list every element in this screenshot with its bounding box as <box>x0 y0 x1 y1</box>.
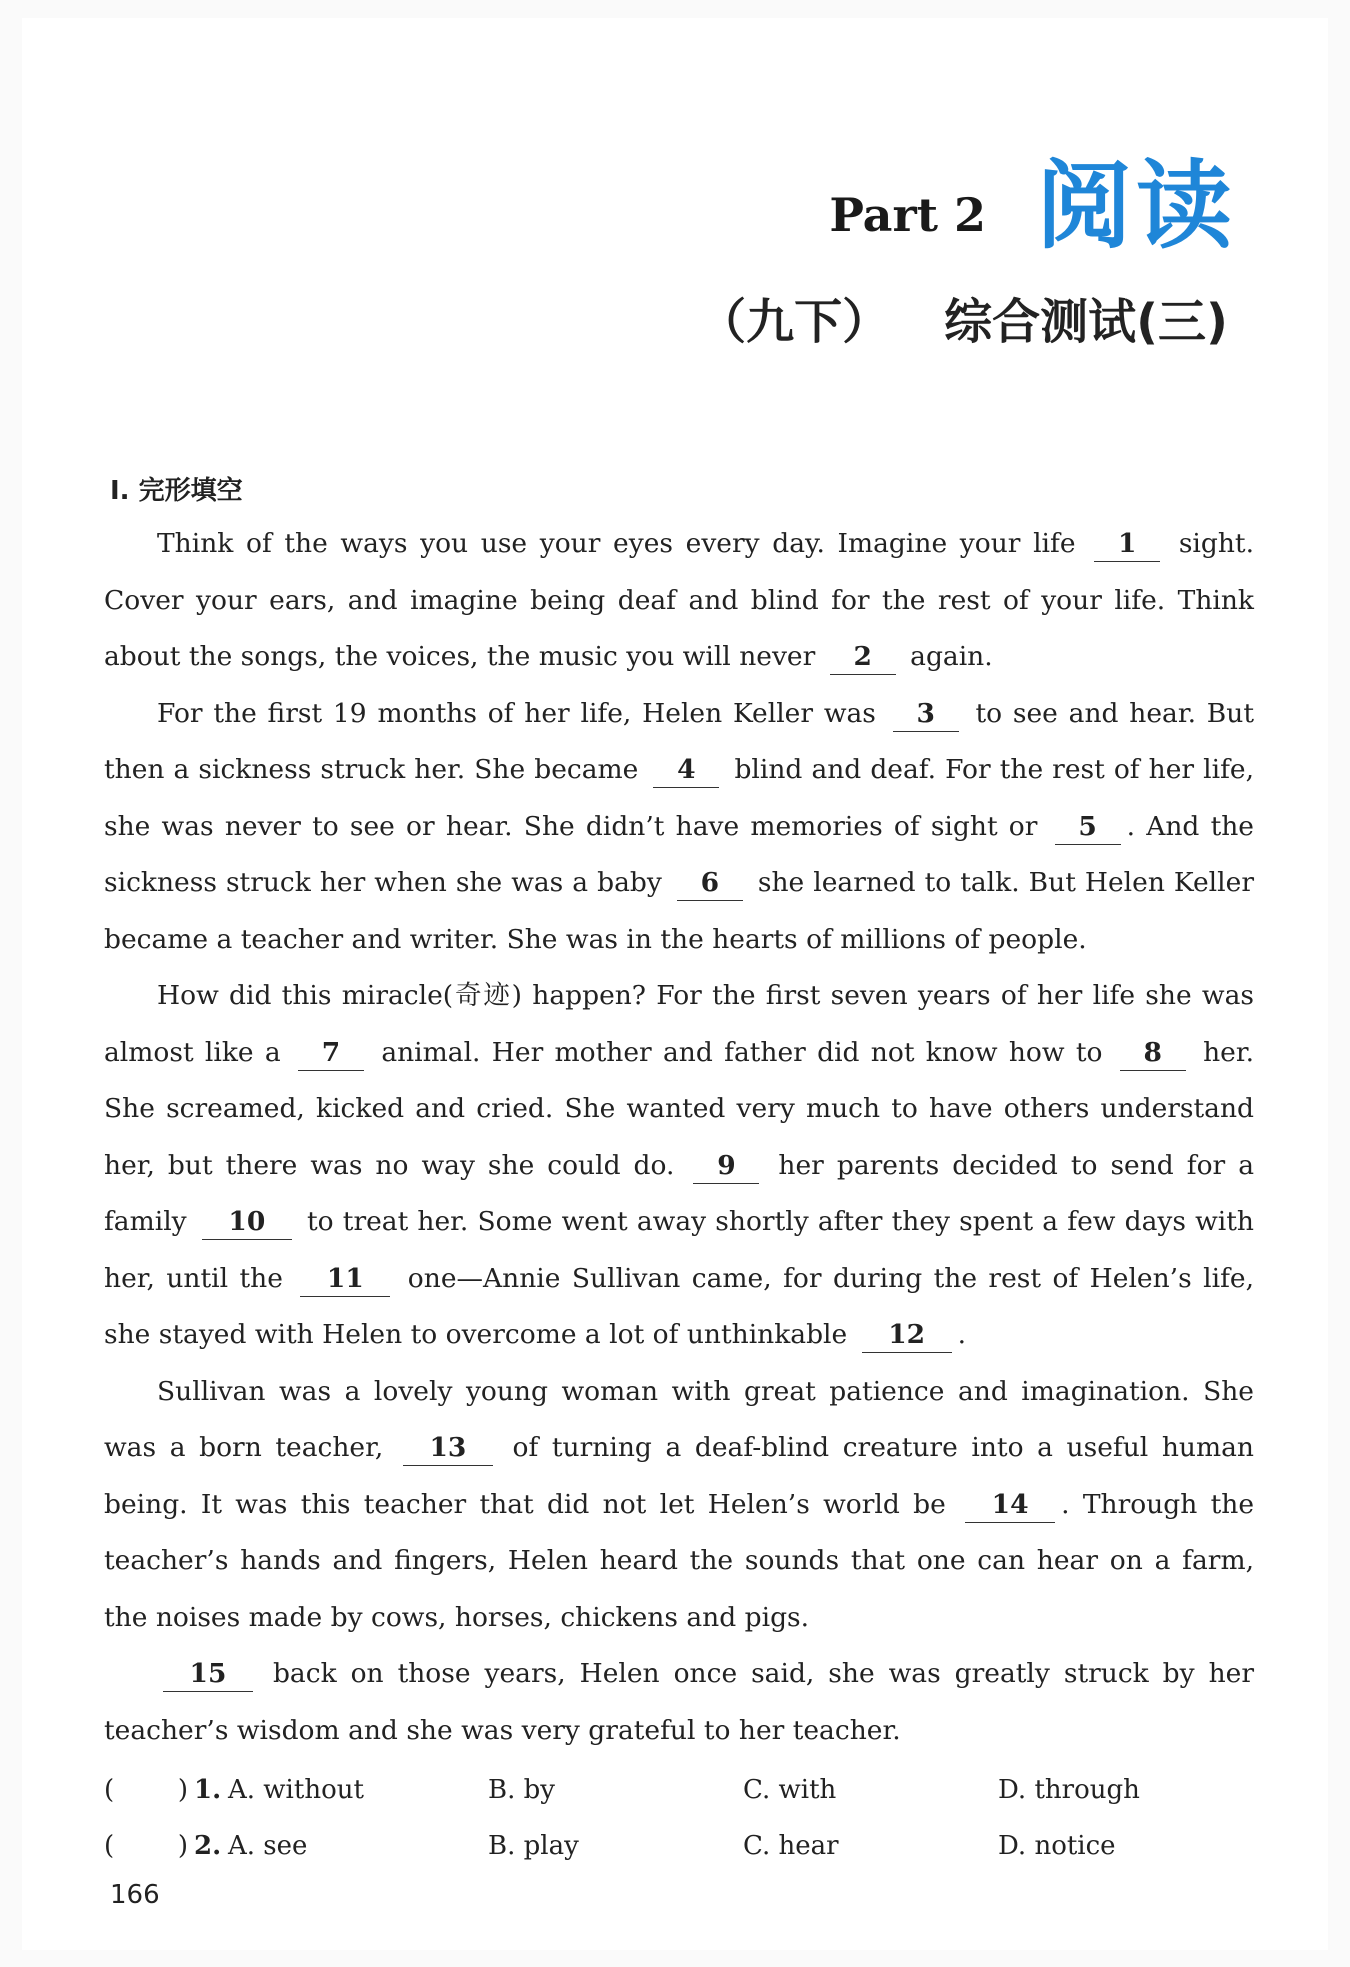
cloze-blank-5[interactable]: 5 <box>1055 810 1121 845</box>
passage-text: sight. Cover your ears, and imagine being deaf and blind for the rest of your life. Think about the songs, the voices, the music you will never <box>104 528 1254 672</box>
bracket-open: ( <box>104 1831 115 1861</box>
cloze-blank-15[interactable]: 15 <box>163 1657 253 1692</box>
part-title-reading: 阅读 <box>1036 150 1236 262</box>
passage-text: back on those years, Helen once said, she was greatly struck by her teacher’s wisdom and she was very grateful to her teacher. <box>104 1658 1254 1746</box>
subtitle-grade: （九下） <box>698 294 891 350</box>
cloze-blank-3[interactable]: 3 <box>893 697 959 732</box>
question-number: 1. <box>194 1775 222 1805</box>
passage-text: animal. Her mother and father did not know how to <box>370 1036 1114 1068</box>
passage-text: to treat her. Some went away shortly after they spent a few days with her, until the <box>104 1206 1254 1294</box>
page <box>22 18 1328 1950</box>
passage-text: her parents decided to send for a family <box>104 1149 1254 1237</box>
part-label: Part 2 <box>829 188 986 242</box>
cloze-blank-6[interactable]: 6 <box>677 866 743 901</box>
passage-text: one—Annie Sullivan came, for during the rest of Helen’s life, she stayed with Helen to overcome a lot of unthinkable <box>104 1262 1255 1350</box>
option-a[interactable]: A. see <box>228 1831 308 1861</box>
subtitle-test: 综合测试(三) <box>944 294 1228 350</box>
test-subtitle <box>698 283 1228 352</box>
paragraph-2 <box>104 686 1254 969</box>
cloze-blank-13[interactable]: 13 <box>403 1431 493 1466</box>
cloze-blank-7[interactable]: 7 <box>298 1036 364 1071</box>
cloze-blank-10[interactable]: 10 <box>202 1205 292 1240</box>
option-a[interactable]: A. without <box>228 1775 364 1805</box>
passage-text: How did this miracle(奇迹) happen? For the first seven years of her life she was almost like a <box>104 980 1254 1068</box>
cloze-blank-14[interactable]: 14 <box>965 1488 1055 1523</box>
cloze-blank-8[interactable]: 8 <box>1120 1036 1186 1071</box>
passage-text: of turning a deaf-blind creature into a useful human being. It was this teacher that did not let Helen’s world be <box>104 1432 1254 1520</box>
part-header <box>829 150 1236 262</box>
question-number: 2. <box>194 1831 222 1861</box>
option-c[interactable]: C. with <box>743 1775 837 1805</box>
question-row <box>104 1762 1264 1818</box>
option-b[interactable]: B. by <box>488 1775 555 1805</box>
paragraph-3 <box>104 968 1254 1364</box>
cloze-blank-2[interactable]: 2 <box>830 640 896 675</box>
option-b[interactable]: B. play <box>488 1831 579 1861</box>
paragraph-4 <box>104 1364 1254 1647</box>
cloze-blank-9[interactable]: 9 <box>693 1149 759 1184</box>
passage-text: blind and deaf. For the rest of her life, she was never to see or hear. She didn’t have memories of sight or <box>104 754 1254 842</box>
cloze-blank-11[interactable]: 11 <box>300 1262 390 1297</box>
passage-text: to see and hear. But then a sickness struck her. She became <box>104 697 1254 785</box>
option-d[interactable]: D. through <box>998 1775 1140 1805</box>
bracket-open: ( <box>104 1775 115 1805</box>
option-d[interactable]: D. notice <box>998 1831 1116 1861</box>
cloze-blank-1[interactable]: 1 <box>1094 527 1160 562</box>
bracket-close: ) <box>177 1775 188 1805</box>
passage-text: . Through the teacher’s hands and fingers, Helen heard the sounds that one can hear on a farm, the noises made by cows, horses, chickens and pigs. <box>104 1488 1255 1633</box>
passage-text: . And the sickness struck her when she was a baby <box>104 810 1254 898</box>
bracket-close: ) <box>177 1831 188 1861</box>
section-heading: Ⅰ. 完形填空 <box>110 476 243 506</box>
answer-bracket[interactable] <box>104 1775 194 1805</box>
cloze-passage <box>104 516 1254 1759</box>
passage-text: again. <box>901 641 993 672</box>
question-row <box>104 1818 1264 1874</box>
passage-text: For the first 19 months of her life, Helen Keller was <box>157 697 887 729</box>
paragraph-5 <box>104 1646 1254 1759</box>
passage-text: Think of the ways you use your eyes every day. Imagine your life <box>157 528 1089 559</box>
passage-text: her. She screamed, kicked and cried. She wanted very much to have others understand her, but there was no way she could do. <box>104 1036 1254 1181</box>
passage-text: she learned to talk. But Helen Keller became a teacher and writer. She was in the hearts of millions of people. <box>104 867 1254 955</box>
paragraph-1 <box>104 516 1254 686</box>
cloze-blank-12[interactable]: 12 <box>862 1318 952 1353</box>
passage-text: Sullivan was a lovely young woman with great patience and imagination. She was a born teacher, <box>104 1375 1254 1463</box>
passage-text: . <box>957 1319 967 1350</box>
question-options <box>104 1762 1264 1874</box>
cloze-blank-4[interactable]: 4 <box>653 753 719 788</box>
page-number: 166 <box>110 1880 160 1910</box>
option-c[interactable]: C. hear <box>743 1831 839 1861</box>
answer-bracket[interactable] <box>104 1831 194 1861</box>
